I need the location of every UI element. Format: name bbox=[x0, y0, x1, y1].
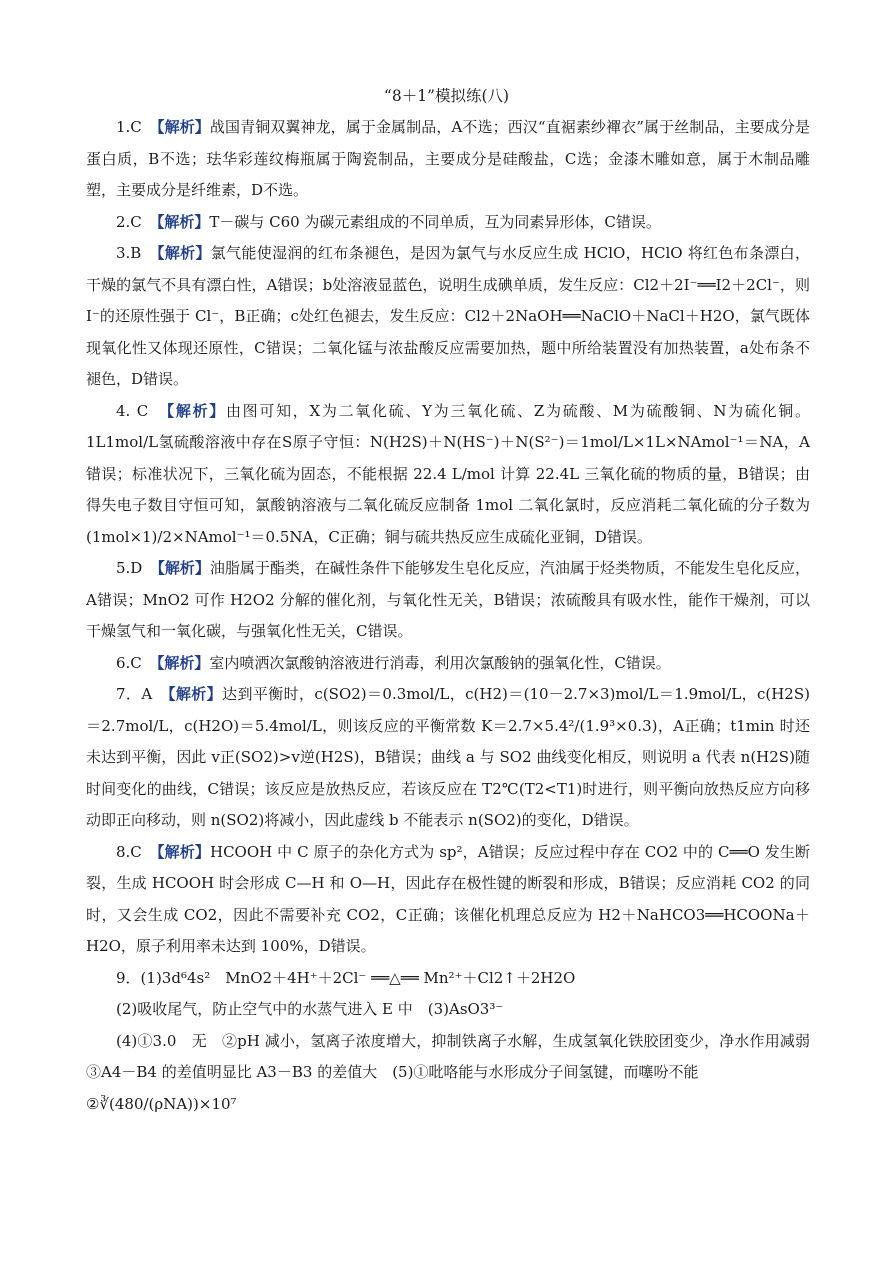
analysis-tag: 【解析】 bbox=[157, 244, 211, 262]
answer-6 bbox=[86, 648, 810, 680]
answer-9-line-2: (2)吸收尾气，防止空气中的水蒸气进入 E 中 (3)AsO3³⁻ bbox=[116, 1000, 504, 1018]
answer-4-number: 4. C bbox=[116, 401, 149, 420]
analysis-tag: 【解析】 bbox=[156, 212, 210, 231]
answer-5-number: 5.D bbox=[116, 559, 143, 577]
answer-7 bbox=[86, 679, 810, 837]
answer-7-number: 7．A bbox=[116, 685, 153, 703]
answer-9-line-4: ②∛(480/(ρNA))×10⁷ bbox=[86, 1094, 237, 1113]
analysis-tag: 【解析】 bbox=[166, 401, 226, 420]
answer-9-part-1: (1)3d⁶4s² MnO2＋4H⁺＋2Cl⁻ ══△══ Mn²⁺＋Cl2↑＋2H2O bbox=[140, 968, 576, 987]
answer-5 bbox=[86, 553, 810, 648]
answer-9-number: 9． bbox=[116, 968, 141, 987]
analysis-tag: 【解析】 bbox=[157, 118, 210, 136]
answer-3-text: 氯气能使湿润的红布条褪色，是因为氯气与水反应生成 HClO，HClO 将红色布条漂白，干燥的氯气不具有漂白性，A错误；b处溶液显蓝色，说明生成碘单质，发生反应：Cl2＋2I⁻══I2＋2Cl⁻，则I⁻的还原性强于 Cl⁻，B正确；c处红色褪去，发生反应：Cl2＋2NaOH══NaClO＋NaCl＋H2O，氯气既体现氧化性又体现还原性，C错误；二氧化锰与浓盐酸反应需要加热，题中所给装置没有加热装置，a处布条不褪色，D错误。 bbox=[86, 244, 810, 388]
answer-9-line-1 bbox=[86, 963, 810, 995]
analysis-tag: 【解析】 bbox=[157, 842, 210, 861]
answer-3 bbox=[86, 238, 810, 396]
answer-7-text: 达到平衡时，c(SO2)＝0.3mol/L，c(H2)＝(10－2.7×3)mol/L＝1.9mol/L，c(H2S)＝2.7mol/L，c(H2O)＝5.4mol/L，则该反应的平衡常数 K＝2.7×5.4²/(1.9³×0.3)，A正确；t1min 时还未达到平衡，因此 v正(SO2)>v逆(H2S)，B错误；曲线 a 与 SO2 曲线变化相反，则说明 a 代表 n(H2S)随时间变化的曲线，C错误；该反应是放热反应，若该反应在 T2℃(T2<T1)时进行，则平衡向放热反应方向移动即正向移动，则 n(SO2)将减小，因此虚线 b 不能表示 n(SO2)的变化，D错误。 bbox=[86, 685, 810, 829]
answer-1-text: 战国青铜双翼神龙，属于金属制品，A不选；西汉“直裾素纱襌衣”属于丝制品，主要成分是蛋白质，B不选；珐华彩莲纹梅瓶属于陶瓷制品，主要成分是硅酸盐，C选；金漆木雕如意，属于木制品雕塑，主要成分是纤维素，D不选。 bbox=[86, 118, 810, 199]
answer-6-text: 室内喷洒次氯酸钠溶液进行消毒，利用次氯酸钠的强氧化性，C错误。 bbox=[209, 653, 671, 672]
answer-3-number: 3.B bbox=[116, 244, 142, 262]
answer-6-number: 6.C bbox=[116, 653, 142, 672]
answer-9-line-3: (4)①3.0 无 ②pH 减小，氢离子浓度增大，抑制铁离子水解，生成氢氧化铁胶团变少，净水作用减弱 ③A4－B4 的差值明显比 A3－B3 的差值大 (5)①吡咯能与水形成分子间氢键，而噻吩不能 bbox=[86, 1031, 826, 1081]
answer-4-text: 由图可知，X为二氧化硫、Y为三氧化硫、Z为硫酸、M为硫酸铜、N为硫化铜。1L1mol/L氢硫酸溶液中存在S原子守恒：N(H2S)＋N(HS⁻)＋N(S²⁻)＝1mol/L×1L×NAmol⁻¹＝NA，A错误；标准状况下，三氧化硫为固态，不能根据 22.4 L/mol 计算 22.4L 三氧化硫的物质的量，B错误；由得失电子数目守恒可知，氯酸钠溶液与二氧化硫反应制备 1mol 二氧化氯时，反应消耗二氧化硫的分子数为 (1mol×1)/2×NAmol⁻¹＝0.5NA，C正确；铜与硫共热反应生成硫化亚铜，D错误。 bbox=[86, 401, 810, 546]
page-title: “8＋1”模拟练(八) bbox=[383, 87, 510, 105]
answer-5-text: 油脂属于酯类，在碱性条件下能够发生皂化反应，汽油属于烃类物质，不能发生皂化反应，A错误；MnO2 可作 H2O2 分解的催化剂，与氧化性无关，B错误；浓硫酸具有吸水性，能作干燥剂，可以干燥氢气和一氧化碳，与强氧化性无关，C错误。 bbox=[86, 559, 810, 640]
answer-8-number: 8.C bbox=[116, 842, 142, 861]
answer-1-number: 1.C bbox=[116, 118, 142, 136]
analysis-tag: 【解析】 bbox=[156, 653, 210, 672]
answer-4 bbox=[86, 396, 810, 554]
answer-2-text: T－碳与 C60 为碳元素组成的不同单质，互为同素异形体，C错误。 bbox=[209, 212, 661, 231]
analysis-tag: 【解析】 bbox=[157, 559, 210, 577]
answer-8 bbox=[86, 837, 810, 963]
answer-2 bbox=[86, 207, 810, 239]
answer-8-text: HCOOH 中 C 原子的杂化方式为 sp²，A错误；反应过程中存在 CO2 中的 C══O 发生断裂，生成 HCOOH 时会形成 C—H 和 O—H，因此存在极性键的断裂和形成，B错误；反应消耗 CO2 的同时，又会生成 CO2，因此不需要补充 CO2，C正确；该催化机理总反应为 H2＋NaHCO3══HCOONa＋H2O，原子利用率未达到 100%，D错误。 bbox=[86, 842, 810, 955]
analysis-tag: 【解析】 bbox=[167, 685, 223, 703]
answer-2-number: 2.C bbox=[116, 212, 142, 231]
answer-1 bbox=[86, 112, 810, 207]
answer-content bbox=[86, 112, 826, 1120]
